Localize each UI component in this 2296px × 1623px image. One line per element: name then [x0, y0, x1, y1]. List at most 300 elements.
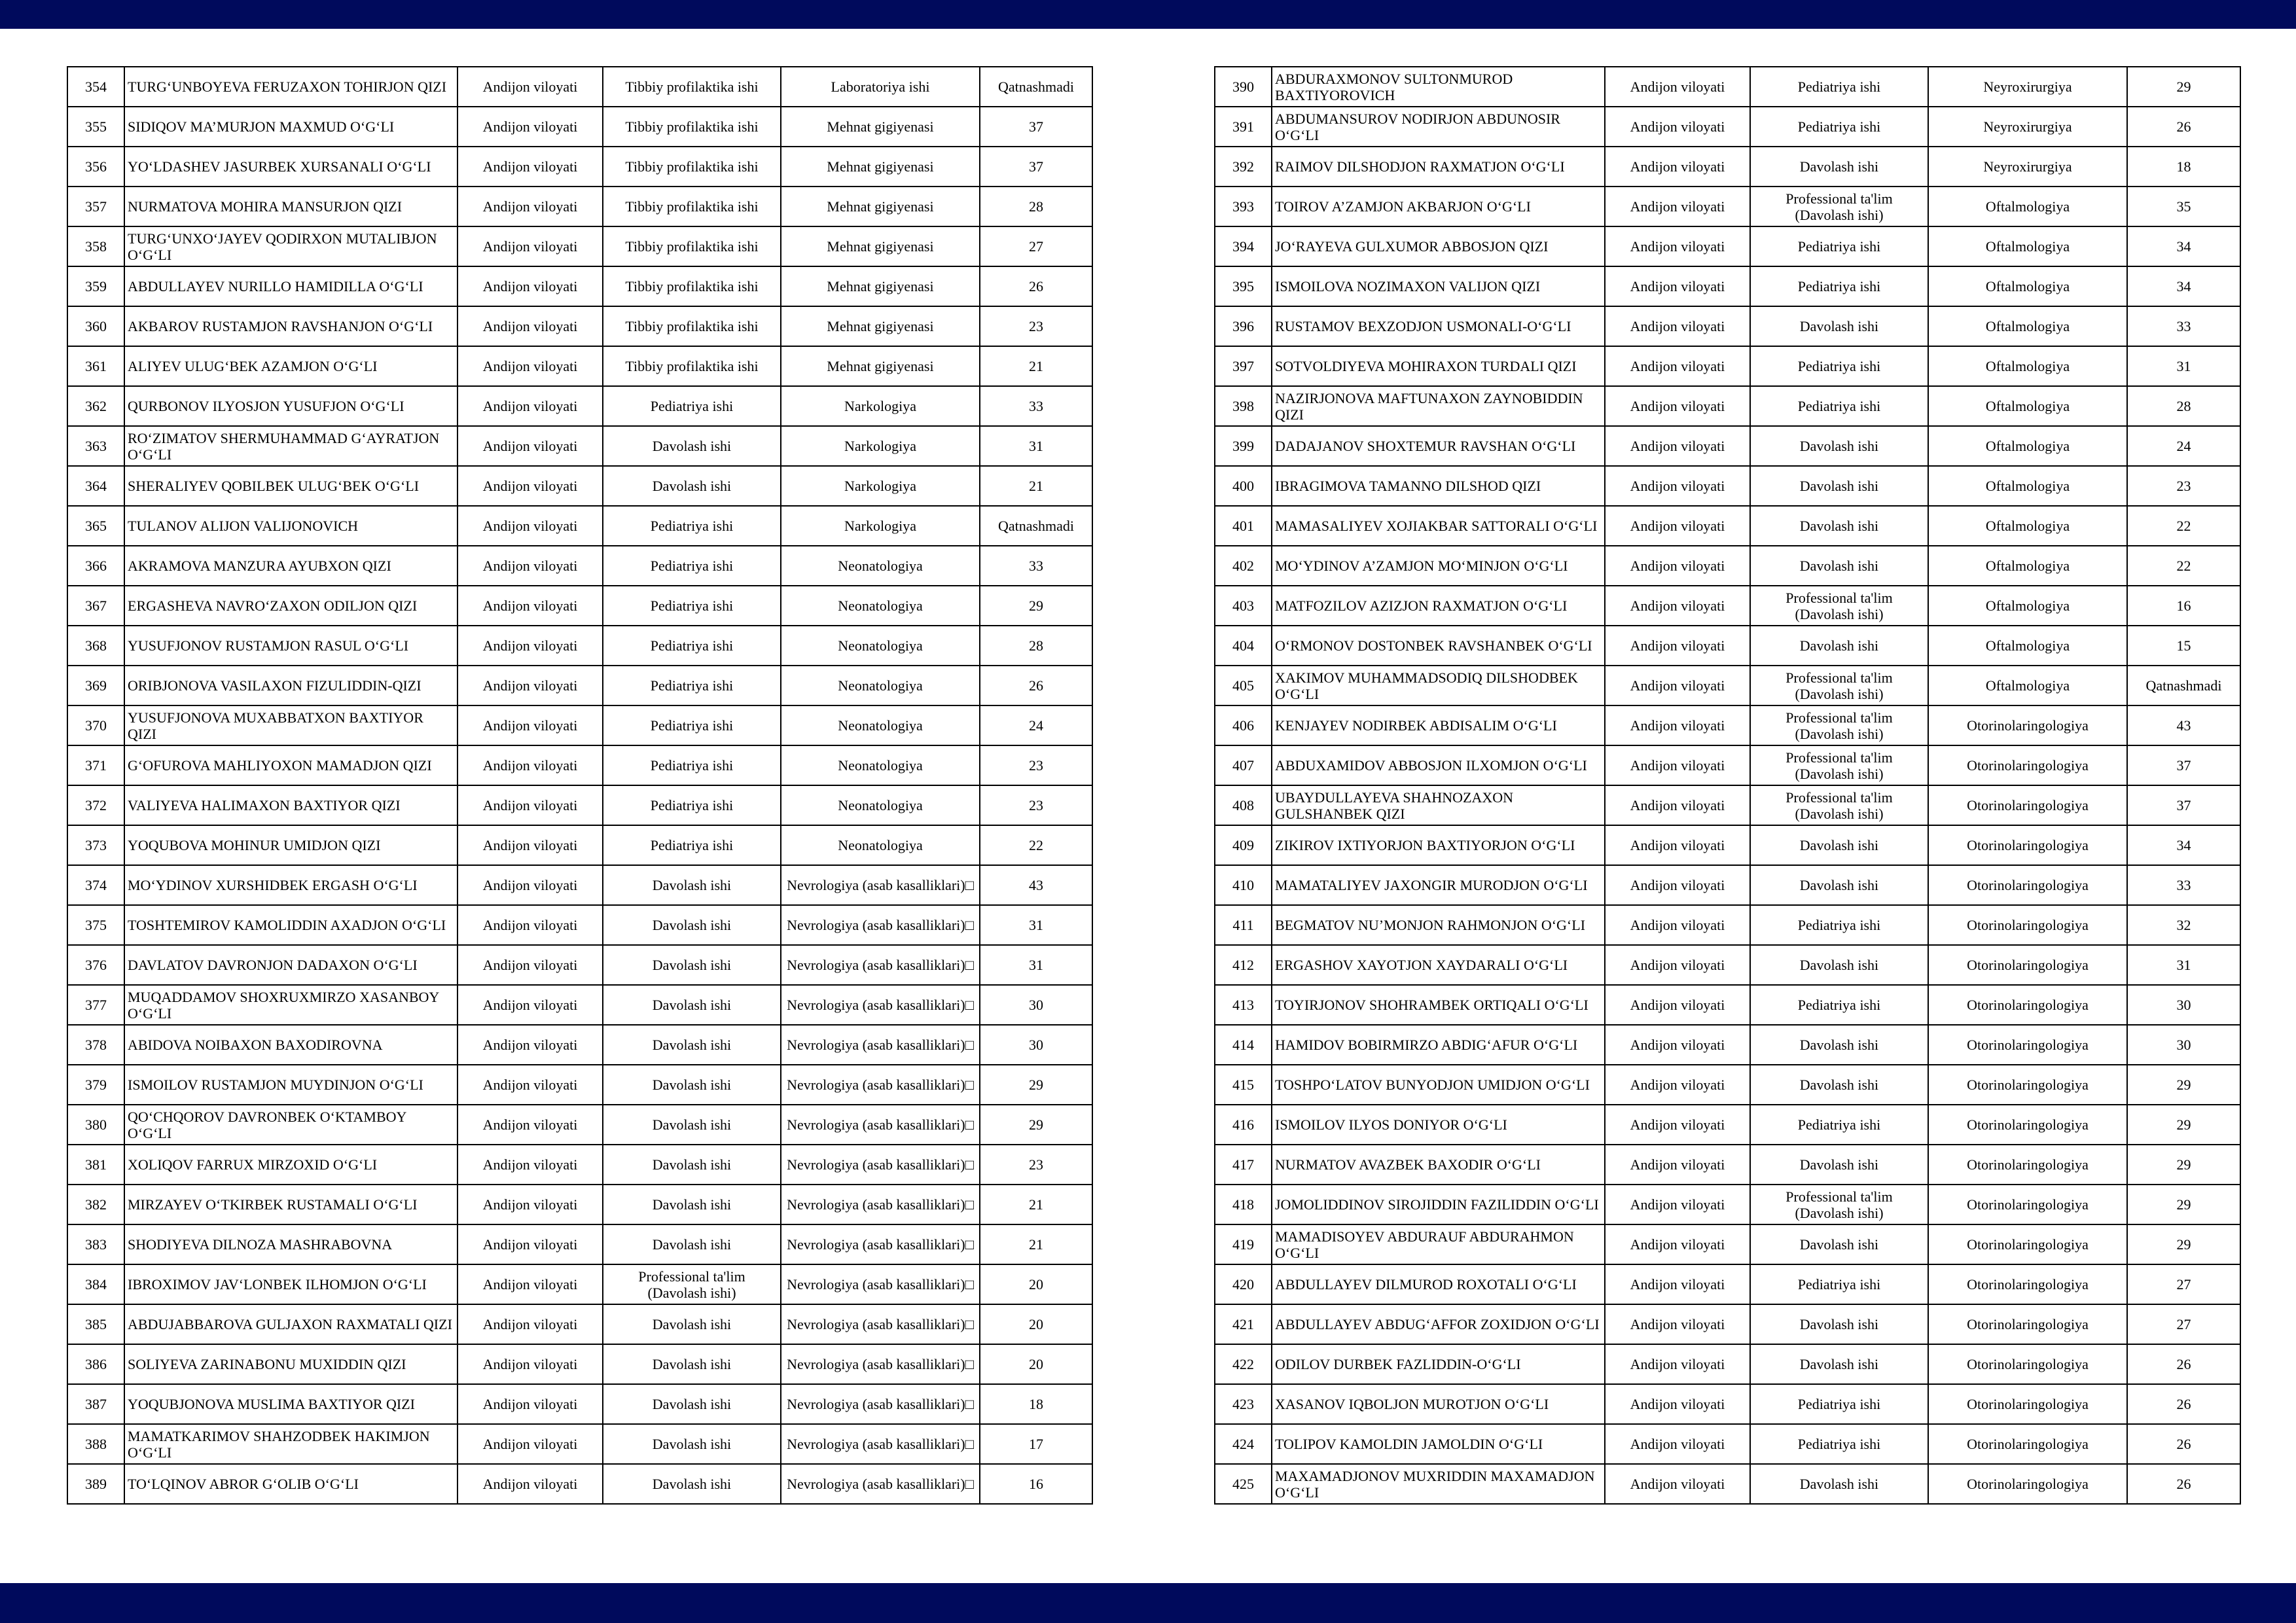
direction-cell: Professional ta'lim (Davolash ishi) [1750, 586, 1928, 626]
table-row [67, 1224, 1092, 1264]
full-name-cell: ISMOILOV RUSTAMJON MUYDINJON O‘G‘LI [124, 1065, 457, 1105]
direction-cell: Davolash ishi [1750, 426, 1928, 466]
table-row [1215, 1384, 2240, 1424]
row-number-cell: 400 [1215, 466, 1272, 506]
table-row [67, 266, 1092, 306]
direction-cell: Pediatriya ishi [1750, 266, 1928, 306]
score-cell: 26 [2127, 1344, 2240, 1384]
specialty-cell: Nevrologiya (asab kasalliklari)□ [781, 1344, 980, 1384]
row-number-cell: 414 [1215, 1025, 1272, 1065]
score-cell: 30 [2127, 985, 2240, 1025]
row-number-cell: 408 [1215, 785, 1272, 825]
table-row [1215, 1025, 2240, 1065]
score-cell: 33 [980, 386, 1092, 426]
region-cell: Andijon viloyati [1605, 266, 1750, 306]
direction-cell: Davolash ishi [1750, 1065, 1928, 1105]
direction-cell: Davolash ishi [603, 426, 781, 466]
full-name-cell: MAMATKARIMOV SHAHZODBEK HAKIMJON O‘G‘LI [124, 1424, 457, 1464]
table-row [67, 825, 1092, 865]
direction-cell: Professional ta'lim (Davolash ishi) [1750, 187, 1928, 226]
full-name-cell: TOYIRJONOV SHOHRAMBEK ORTIQALI O‘G‘LI [1272, 985, 1605, 1025]
score-cell: 29 [2127, 1224, 2240, 1264]
row-number-cell: 385 [67, 1304, 124, 1344]
specialty-cell: Nevrologiya (asab kasalliklari)□ [781, 905, 980, 945]
table-row [67, 985, 1092, 1025]
table-row [67, 1025, 1092, 1065]
region-cell: Andijon viloyati [457, 586, 603, 626]
table-row [67, 1464, 1092, 1504]
row-number-cell: 361 [67, 346, 124, 386]
row-number-cell: 384 [67, 1264, 124, 1304]
table-row [67, 506, 1092, 546]
specialty-cell: Otorinolaringologiya [1928, 705, 2127, 745]
direction-cell: Pediatriya ishi [1750, 346, 1928, 386]
specialty-cell: Otorinolaringologiya [1928, 1105, 2127, 1145]
region-cell: Andijon viloyati [457, 865, 603, 905]
direction-cell: Pediatriya ishi [603, 705, 781, 745]
full-name-cell: QURBONOV ILYOSJON YUSUFJON O‘G‘LI [124, 386, 457, 426]
direction-cell: Davolash ishi [603, 1145, 781, 1185]
full-name-cell: KENJAYEV NODIRBEK ABDISALIM O‘G‘LI [1272, 705, 1605, 745]
score-cell: 27 [980, 226, 1092, 266]
specialty-cell: Oftalmologiya [1928, 546, 2127, 586]
region-cell: Andijon viloyati [1605, 825, 1750, 865]
full-name-cell: YOQUBOVA MOHINUR UMIDJON QIZI [124, 825, 457, 865]
direction-cell: Davolash ishi [1750, 1344, 1928, 1384]
direction-cell: Tibbiy profilaktika ishi [603, 147, 781, 187]
score-cell: 29 [2127, 1145, 2240, 1185]
full-name-cell: XAKIMOV MUHAMMADSODIQ DILSHODBEK O‘G‘LI [1272, 666, 1605, 705]
row-number-cell: 360 [67, 306, 124, 346]
specialty-cell: Mehnat gigiyenasi [781, 147, 980, 187]
direction-cell: Davolash ishi [1750, 1464, 1928, 1504]
table-row [67, 1384, 1092, 1424]
specialty-cell: Nevrologiya (asab kasalliklari)□ [781, 1264, 980, 1304]
score-cell: 16 [2127, 586, 2240, 626]
specialty-cell: Mehnat gigiyenasi [781, 266, 980, 306]
table-row [67, 426, 1092, 466]
full-name-cell: BEGMATOV NU’MONJON RAHMONJON O‘G‘LI [1272, 905, 1605, 945]
table-row [67, 705, 1092, 745]
score-cell: 21 [980, 466, 1092, 506]
table-row [67, 67, 1092, 107]
table-row [1215, 1145, 2240, 1185]
row-number-cell: 362 [67, 386, 124, 426]
full-name-cell: ABDULLAYEV DILMUROD ROXOTALI O‘G‘LI [1272, 1264, 1605, 1304]
region-cell: Andijon viloyati [457, 506, 603, 546]
row-number-cell: 412 [1215, 945, 1272, 985]
score-cell: 26 [2127, 107, 2240, 147]
region-cell: Andijon viloyati [457, 1105, 603, 1145]
direction-cell: Davolash ishi [603, 1105, 781, 1145]
table-row [67, 107, 1092, 147]
region-cell: Andijon viloyati [457, 1304, 603, 1344]
region-cell: Andijon viloyati [1605, 945, 1750, 985]
score-cell: 29 [980, 1065, 1092, 1105]
direction-cell: Davolash ishi [1750, 1145, 1928, 1185]
score-cell: 33 [2127, 306, 2240, 346]
table-row [67, 346, 1092, 386]
full-name-cell: VALIYEVA HALIMAXON BAXTIYOR QIZI [124, 785, 457, 825]
row-number-cell: 386 [67, 1344, 124, 1384]
score-cell: 26 [980, 266, 1092, 306]
specialty-cell: Otorinolaringologiya [1928, 945, 2127, 985]
direction-cell: Davolash ishi [603, 905, 781, 945]
full-name-cell: ISMOILOVA NOZIMAXON VALIJON QIZI [1272, 266, 1605, 306]
full-name-cell: ABDULLAYEV NURILLO HAMIDILLA O‘G‘LI [124, 266, 457, 306]
table-row [1215, 266, 2240, 306]
full-name-cell: MAMADISOYEV ABDURAUF ABDURAHMON O‘G‘LI [1272, 1224, 1605, 1264]
score-cell: 34 [2127, 825, 2240, 865]
full-name-cell: JOMOLIDDINOV SIROJIDDIN FAZILIDDIN O‘G‘LI [1272, 1185, 1605, 1224]
region-cell: Andijon viloyati [457, 306, 603, 346]
full-name-cell: IBRAGIMOVA TAMANNO DILSHOD QIZI [1272, 466, 1605, 506]
region-cell: Andijon viloyati [1605, 626, 1750, 666]
specialty-cell: Narkologiya [781, 426, 980, 466]
score-cell: 22 [980, 825, 1092, 865]
specialty-cell: Laboratoriya ishi [781, 67, 980, 107]
region-cell: Andijon viloyati [1605, 1025, 1750, 1065]
full-name-cell: MUQADDAMOV SHOXRUXMIRZO XASANBOY O‘G‘LI [124, 985, 457, 1025]
score-cell: 22 [2127, 506, 2240, 546]
row-number-cell: 398 [1215, 386, 1272, 426]
region-cell: Andijon viloyati [457, 466, 603, 506]
region-cell: Andijon viloyati [1605, 1065, 1750, 1105]
region-cell: Andijon viloyati [1605, 905, 1750, 945]
full-name-cell: QO‘CHQOROV DAVRONBEK O‘KTAMBOY O‘G‘LI [124, 1105, 457, 1145]
region-cell: Andijon viloyati [457, 905, 603, 945]
direction-cell: Davolash ishi [603, 945, 781, 985]
specialty-cell: Neyroxirurgiya [1928, 107, 2127, 147]
region-cell: Andijon viloyati [1605, 1105, 1750, 1145]
region-cell: Andijon viloyati [1605, 506, 1750, 546]
table-row [67, 466, 1092, 506]
score-cell: 29 [2127, 1065, 2240, 1105]
row-number-cell: 393 [1215, 187, 1272, 226]
specialty-cell: Neonatologiya [781, 785, 980, 825]
table-row [67, 306, 1092, 346]
region-cell: Andijon viloyati [1605, 306, 1750, 346]
direction-cell: Pediatriya ishi [603, 825, 781, 865]
row-number-cell: 376 [67, 945, 124, 985]
full-name-cell: ABDUJABBAROVA GULJAXON RAXMATALI QIZI [124, 1304, 457, 1344]
table-row [67, 745, 1092, 785]
row-number-cell: 392 [1215, 147, 1272, 187]
region-cell: Andijon viloyati [1605, 67, 1750, 107]
table-row [1215, 426, 2240, 466]
score-cell: 31 [980, 426, 1092, 466]
direction-cell: Pediatriya ishi [1750, 386, 1928, 426]
table-row [1215, 107, 2240, 147]
score-cell: Qatnashmadi [980, 67, 1092, 107]
direction-cell: Davolash ishi [1750, 865, 1928, 905]
row-number-cell: 367 [67, 586, 124, 626]
score-cell: 29 [2127, 67, 2240, 107]
table-row [67, 1424, 1092, 1464]
row-number-cell: 403 [1215, 586, 1272, 626]
specialty-cell: Oftalmologiya [1928, 226, 2127, 266]
full-name-cell: SIDIQOV MA’MURJON MAXMUD O‘G‘LI [124, 107, 457, 147]
region-cell: Andijon viloyati [457, 1065, 603, 1105]
row-number-cell: 359 [67, 266, 124, 306]
region-cell: Andijon viloyati [457, 546, 603, 586]
table-row [67, 1065, 1092, 1105]
row-number-cell: 404 [1215, 626, 1272, 666]
table-row [1215, 346, 2240, 386]
full-name-cell: MATFOZILOV AZIZJON RAXMATJON O‘G‘LI [1272, 586, 1605, 626]
specialty-cell: Neyroxirurgiya [1928, 67, 2127, 107]
region-cell: Andijon viloyati [1605, 1384, 1750, 1424]
table-row [67, 386, 1092, 426]
region-cell: Andijon viloyati [457, 67, 603, 107]
specialty-cell: Oftalmologiya [1928, 426, 2127, 466]
table-row [1215, 905, 2240, 945]
table-row [1215, 187, 2240, 226]
region-cell: Andijon viloyati [457, 1145, 603, 1185]
region-cell: Andijon viloyati [1605, 785, 1750, 825]
region-cell: Andijon viloyati [457, 985, 603, 1025]
region-cell: Andijon viloyati [457, 1185, 603, 1224]
table-row [67, 626, 1092, 666]
region-cell: Andijon viloyati [457, 1384, 603, 1424]
full-name-cell: ERGASHEVA NAVRO‘ZAXON ODILJON QIZI [124, 586, 457, 626]
table-row [67, 945, 1092, 985]
region-cell: Andijon viloyati [1605, 187, 1750, 226]
row-number-cell: 405 [1215, 666, 1272, 705]
full-name-cell: ODILOV DURBEK FAZLIDDIN-O‘G‘LI [1272, 1344, 1605, 1384]
row-number-cell: 425 [1215, 1464, 1272, 1504]
specialty-cell: Otorinolaringologiya [1928, 745, 2127, 785]
full-name-cell: ISMOILOV ILYOS DONIYOR O‘G‘LI [1272, 1105, 1605, 1145]
score-cell: 21 [980, 1224, 1092, 1264]
region-cell: Andijon viloyati [1605, 546, 1750, 586]
score-cell: 35 [2127, 187, 2240, 226]
row-number-cell: 424 [1215, 1424, 1272, 1464]
direction-cell: Davolash ishi [603, 466, 781, 506]
region-cell: Andijon viloyati [457, 426, 603, 466]
direction-cell: Davolash ishi [1750, 1025, 1928, 1065]
region-cell: Andijon viloyati [1605, 1224, 1750, 1264]
specialty-cell: Otorinolaringologiya [1928, 1304, 2127, 1344]
specialty-cell: Nevrologiya (asab kasalliklari)□ [781, 985, 980, 1025]
direction-cell: Pediatriya ishi [603, 506, 781, 546]
full-name-cell: YO‘LDASHEV JASURBEK XURSANALI O‘G‘LI [124, 147, 457, 187]
specialty-cell: Oftalmologiya [1928, 266, 2127, 306]
table-row [1215, 147, 2240, 187]
direction-cell: Davolash ishi [1750, 1304, 1928, 1344]
score-cell: Qatnashmadi [980, 506, 1092, 546]
score-cell: 30 [2127, 1025, 2240, 1065]
score-cell: 28 [980, 187, 1092, 226]
score-cell: 31 [980, 945, 1092, 985]
full-name-cell: ABDUXAMIDOV ABBOSJON ILXOMJON O‘G‘LI [1272, 745, 1605, 785]
specialty-cell: Otorinolaringologiya [1928, 1384, 2127, 1424]
table-row [67, 1185, 1092, 1224]
specialty-cell: Nevrologiya (asab kasalliklari)□ [781, 1105, 980, 1145]
row-number-cell: 372 [67, 785, 124, 825]
row-number-cell: 357 [67, 187, 124, 226]
region-cell: Andijon viloyati [1605, 1344, 1750, 1384]
region-cell: Andijon viloyati [457, 666, 603, 705]
results-table-right-body [1215, 67, 2240, 1504]
table-row [1215, 705, 2240, 745]
score-cell: 43 [2127, 705, 2240, 745]
full-name-cell: DADAJANOV SHOXTEMUR RAVSHAN O‘G‘LI [1272, 426, 1605, 466]
row-number-cell: 422 [1215, 1344, 1272, 1384]
region-cell: Andijon viloyati [1605, 426, 1750, 466]
row-number-cell: 369 [67, 666, 124, 705]
direction-cell: Tibbiy profilaktika ishi [603, 67, 781, 107]
table-row [67, 586, 1092, 626]
specialty-cell: Oftalmologiya [1928, 626, 2127, 666]
score-cell: 31 [980, 905, 1092, 945]
full-name-cell: DAVLATOV DAVRONJON DADAXON O‘G‘LI [124, 945, 457, 985]
direction-cell: Professional ta'lim (Davolash ishi) [1750, 745, 1928, 785]
full-name-cell: ALIYEV ULUG‘BEK AZAMJON O‘G‘LI [124, 346, 457, 386]
table-row [1215, 945, 2240, 985]
full-name-cell: ZIKIROV IXTIYORJON BAXTIYORJON O‘G‘LI [1272, 825, 1605, 865]
region-cell: Andijon viloyati [1605, 1264, 1750, 1304]
table-row [67, 865, 1092, 905]
full-name-cell: JO‘RAYEVA GULXUMOR ABBOSJON QIZI [1272, 226, 1605, 266]
table-row [1215, 1224, 2240, 1264]
specialty-cell: Oftalmologiya [1928, 506, 2127, 546]
direction-cell: Davolash ishi [603, 1185, 781, 1224]
table-row [67, 1344, 1092, 1384]
table-row [1215, 306, 2240, 346]
direction-cell: Professional ta'lim (Davolash ishi) [603, 1264, 781, 1304]
full-name-cell: TOSHPO‘LATOV BUNYODJON UMIDJON O‘G‘LI [1272, 1065, 1605, 1105]
score-cell: 22 [2127, 546, 2240, 586]
full-name-cell: TURG‘UNXO‘JAYEV QODIRXON MUTALIBJON O‘G‘LI [124, 226, 457, 266]
direction-cell: Tibbiy profilaktika ishi [603, 226, 781, 266]
specialty-cell: Narkologiya [781, 386, 980, 426]
region-cell: Andijon viloyati [457, 945, 603, 985]
region-cell: Andijon viloyati [457, 745, 603, 785]
full-name-cell: ERGASHOV XAYOTJON XAYDARALI O‘G‘LI [1272, 945, 1605, 985]
score-cell: 28 [2127, 386, 2240, 426]
region-cell: Andijon viloyati [1605, 705, 1750, 745]
score-cell: 33 [980, 546, 1092, 586]
region-cell: Andijon viloyati [457, 705, 603, 745]
row-number-cell: 373 [67, 825, 124, 865]
row-number-cell: 375 [67, 905, 124, 945]
row-number-cell: 402 [1215, 546, 1272, 586]
row-number-cell: 396 [1215, 306, 1272, 346]
direction-cell: Davolash ishi [1750, 506, 1928, 546]
full-name-cell: AKRAMOVA MANZURA AYUBXON QIZI [124, 546, 457, 586]
score-cell: 23 [980, 745, 1092, 785]
table-row [67, 1145, 1092, 1185]
region-cell: Andijon viloyati [457, 785, 603, 825]
direction-cell: Davolash ishi [1750, 466, 1928, 506]
row-number-cell: 418 [1215, 1185, 1272, 1224]
row-number-cell: 388 [67, 1424, 124, 1464]
full-name-cell: YUSUFJONOVA MUXABBATXON BAXTIYOR QIZI [124, 705, 457, 745]
score-cell: 34 [2127, 266, 2240, 306]
direction-cell: Davolash ishi [1750, 1224, 1928, 1264]
full-name-cell: MAMASALIYEV XOJIAKBAR SATTORALI O‘G‘LI [1272, 506, 1605, 546]
region-cell: Andijon viloyati [1605, 107, 1750, 147]
specialty-cell: Otorinolaringologiya [1928, 825, 2127, 865]
specialty-cell: Oftalmologiya [1928, 306, 2127, 346]
specialty-cell: Oftalmologiya [1928, 386, 2127, 426]
specialty-cell: Otorinolaringologiya [1928, 985, 2127, 1025]
table-row [1215, 1424, 2240, 1464]
table-row [67, 187, 1092, 226]
specialty-cell: Nevrologiya (asab kasalliklari)□ [781, 945, 980, 985]
row-number-cell: 383 [67, 1224, 124, 1264]
direction-cell: Davolash ishi [603, 1304, 781, 1344]
table-row [1215, 1065, 2240, 1105]
direction-cell: Pediatriya ishi [603, 386, 781, 426]
full-name-cell: TULANOV ALIJON VALIJONOVICH [124, 506, 457, 546]
score-cell: 23 [980, 1145, 1092, 1185]
region-cell: Andijon viloyati [1605, 1304, 1750, 1344]
specialty-cell: Nevrologiya (asab kasalliklari)□ [781, 1304, 980, 1344]
specialty-cell: Otorinolaringologiya [1928, 1065, 2127, 1105]
full-name-cell: RO‘ZIMATOV SHERMUHAMMAD G‘AYRATJON O‘G‘LI [124, 426, 457, 466]
region-cell: Andijon viloyati [1605, 466, 1750, 506]
direction-cell: Pediatriya ishi [1750, 107, 1928, 147]
direction-cell: Pediatriya ishi [1750, 226, 1928, 266]
score-cell: 26 [980, 666, 1092, 705]
specialty-cell: Nevrologiya (asab kasalliklari)□ [781, 1145, 980, 1185]
score-cell: Qatnashmadi [2127, 666, 2240, 705]
region-cell: Andijon viloyati [457, 1224, 603, 1264]
direction-cell: Davolash ishi [1750, 825, 1928, 865]
score-cell: 23 [2127, 466, 2240, 506]
row-number-cell: 416 [1215, 1105, 1272, 1145]
direction-cell: Davolash ishi [1750, 147, 1928, 187]
score-cell: 30 [980, 1025, 1092, 1065]
direction-cell: Pediatriya ishi [603, 745, 781, 785]
table-row [67, 666, 1092, 705]
table-row [67, 1264, 1092, 1304]
direction-cell: Pediatriya ishi [603, 666, 781, 705]
full-name-cell: ABDURAXMONOV SULTONMUROD BAXTIYOROVICH [1272, 67, 1605, 107]
specialty-cell: Narkologiya [781, 466, 980, 506]
score-cell: 21 [980, 1185, 1092, 1224]
direction-cell: Davolash ishi [603, 1224, 781, 1264]
full-name-cell: AKBAROV RUSTAMJON RAVSHANJON O‘G‘LI [124, 306, 457, 346]
score-cell: 24 [980, 705, 1092, 745]
table-row [1215, 1464, 2240, 1504]
full-name-cell: XOLIQOV FARRUX MIRZOXID O‘G‘LI [124, 1145, 457, 1185]
direction-cell: Tibbiy profilaktika ishi [603, 306, 781, 346]
specialty-cell: Neonatologiya [781, 626, 980, 666]
table-row [1215, 1304, 2240, 1344]
direction-cell: Davolash ishi [603, 1464, 781, 1504]
table-row [1215, 67, 2240, 107]
specialty-cell: Otorinolaringologiya [1928, 1424, 2127, 1464]
row-number-cell: 379 [67, 1065, 124, 1105]
row-number-cell: 380 [67, 1105, 124, 1145]
table-row [1215, 386, 2240, 426]
full-name-cell: UBAYDULLAYEVA SHAHNOZAXON GULSHANBEK QIZI [1272, 785, 1605, 825]
direction-cell: Pediatriya ishi [603, 626, 781, 666]
specialty-cell: Nevrologiya (asab kasalliklari)□ [781, 1065, 980, 1105]
score-cell: 16 [980, 1464, 1092, 1504]
row-number-cell: 413 [1215, 985, 1272, 1025]
specialty-cell: Neonatologiya [781, 586, 980, 626]
results-table-left [67, 66, 1093, 1505]
full-name-cell: SHERALIYEV QOBILBEK ULUG‘BEK O‘G‘LI [124, 466, 457, 506]
score-cell: 18 [980, 1384, 1092, 1424]
specialty-cell: Mehnat gigiyenasi [781, 306, 980, 346]
table-row [1215, 226, 2240, 266]
direction-cell: Pediatriya ishi [1750, 1424, 1928, 1464]
